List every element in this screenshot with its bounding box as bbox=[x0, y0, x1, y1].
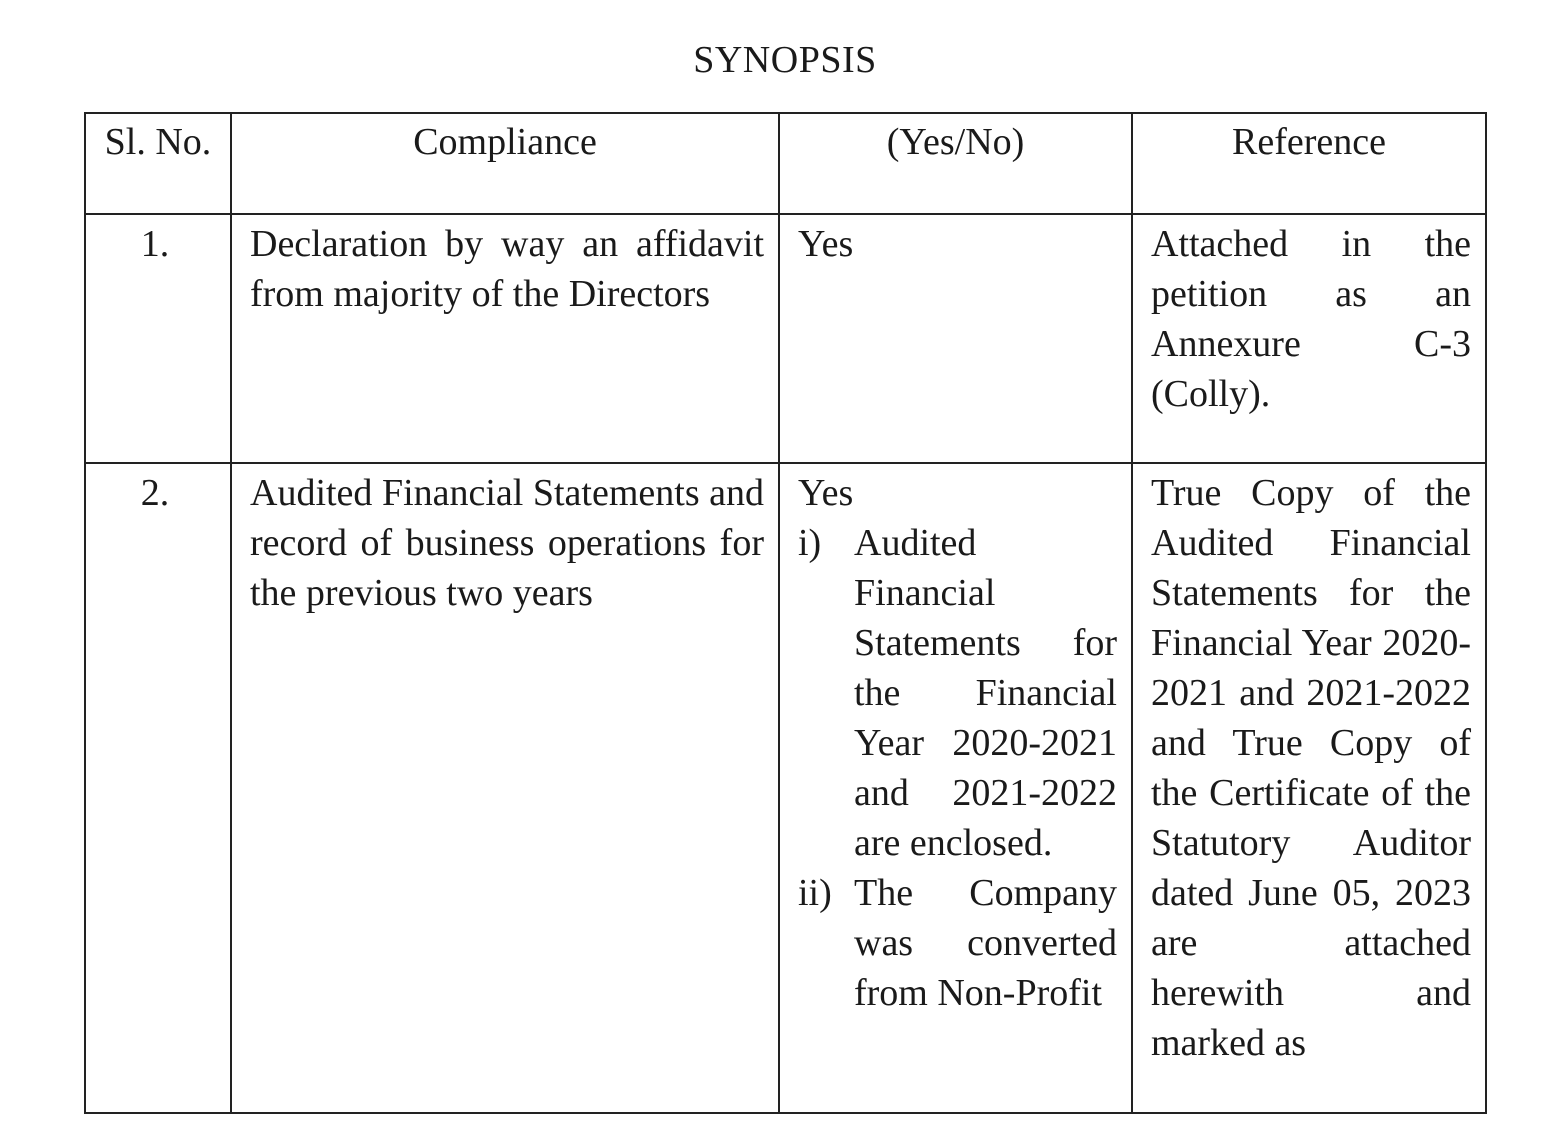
row-1-reference: Attached in the petition as an Annexure C-3 (Colly). bbox=[1132, 214, 1486, 463]
header-compliance bbox=[231, 113, 779, 214]
sub-item-number: i) bbox=[798, 522, 822, 564]
table-row bbox=[85, 214, 1486, 463]
row-2-yes-no: Yes bbox=[798, 472, 854, 514]
header-compliance-label: Compliance bbox=[413, 121, 597, 163]
header-reference bbox=[1132, 113, 1486, 214]
table-row bbox=[85, 463, 1486, 1113]
sub-item-text: Audited Financial Statements for the Financial Year 2020-2021 and 2021-2022 are enclosed. bbox=[854, 522, 1117, 864]
document-title: SYNOPSIS bbox=[693, 39, 877, 81]
row-1-sl-no: 1. bbox=[85, 214, 231, 463]
row-2-sl-no: 2. bbox=[85, 463, 231, 1113]
row-1-compliance: Declaration by way an affidavit from majority of the Directors bbox=[231, 214, 779, 463]
row-1-yes-no: Yes bbox=[779, 214, 1132, 463]
synopsis-table bbox=[84, 112, 1487, 1114]
sub-item-number: ii) bbox=[798, 872, 832, 914]
header-reference-label: Reference bbox=[1232, 121, 1386, 163]
row-2-yes-no-cell bbox=[779, 463, 1132, 1113]
header-yes-no-label: (Yes/No) bbox=[886, 121, 1025, 163]
sub-item bbox=[798, 868, 1117, 1018]
sub-item-text: The Company was converted from Non-Profit bbox=[854, 872, 1117, 1014]
sub-item bbox=[798, 518, 1117, 868]
header-sl-no bbox=[85, 113, 231, 214]
header-sl-no-label: Sl. No. bbox=[104, 121, 212, 163]
header-yes-no bbox=[779, 113, 1132, 214]
row-2-reference: True Copy of the Audited Financial Statements for the Financial Year 2020-2021 and 2021-2022 and True Copy of the Certificate of the Statutory Auditor dated June 05, 2023 are attached herewith and marked as bbox=[1132, 463, 1486, 1113]
row-2-compliance: Audited Financial Statements and record of business operations for the previous two years bbox=[231, 463, 779, 1113]
table-header-row bbox=[85, 113, 1486, 214]
